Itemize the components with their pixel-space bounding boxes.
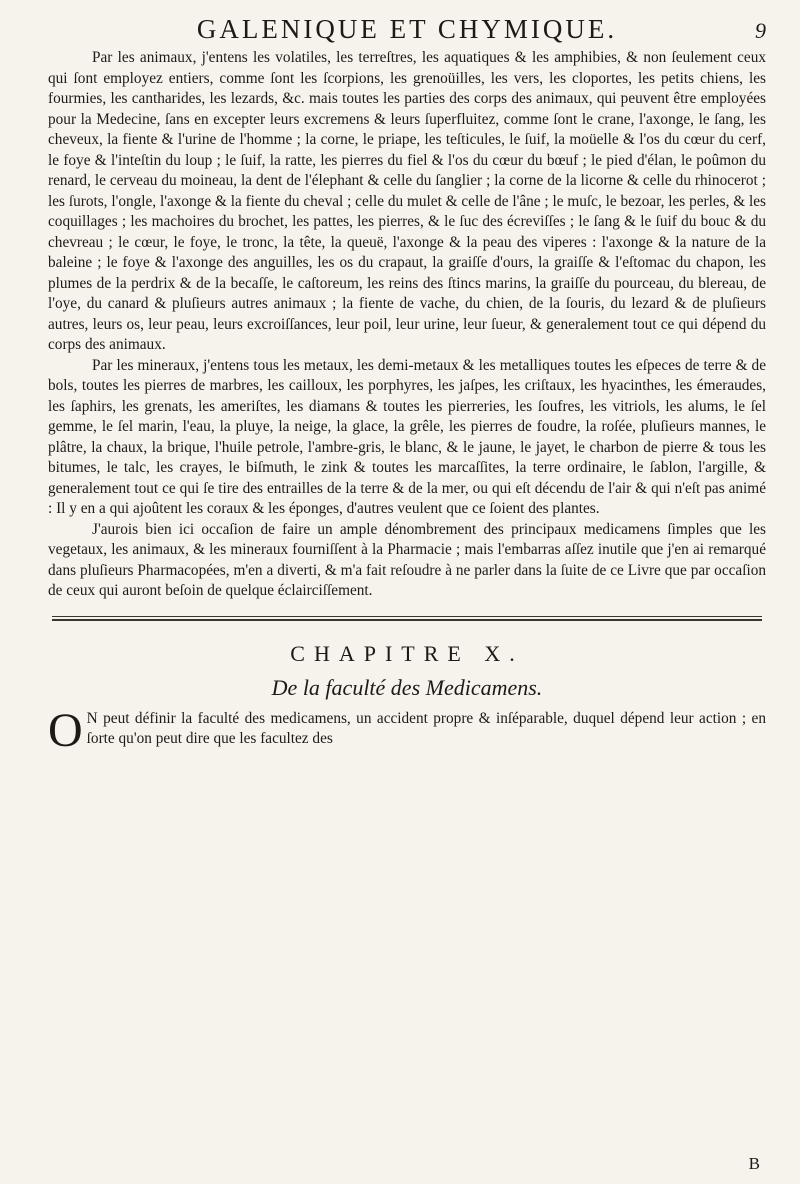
- opening-text: N peut définir la faculté des medicamens, un accident propre & inſéparable, duquel dépend leur action ; en ſorte qu'on peut dire que les facultez des: [86, 709, 766, 747]
- paragraph-animals: Par les animaux, j'entens les volatiles, les terreſtres, les aquatiques & les amphibies, & non ſeulement ceux qui ſont employez entiers, comme ſont les ſcorpions, les grenoüilles, les vers, les cloportes, les petits chiens, les fourmies, les cantharides, les lezards, &c. mais toutes les parties des corps des animaux, qui peuvent être employées pour la Medecine, ſans en excepter leurs excremens & leurs ſuperfluitez, comme ſont le crane, l'axonge, le ſang, les cheveux, la fiente & l'urine de l'homme ; la corne, le priape, les teſticules, le ſuif, la moüelle & l'os du cœur du cerf, le foye & l'inteſtin du loup ; le ſuif, la ratte, les pierres du fiel & l'os du cœur du bœuf ; le pied d'élan, le poûmon du renard, le cerveau du moineau, la dent de l'élephant & celle du ſanglier ; la corne de la licorne & celle du rhinocerot ; les ſurots, l'ongle, l'axonge & la fiente du cheval ; celle du mulet & celle de l'âne ; le muſc, le bezoar, les perles, & les coquillages ; les machoires du brochet, les pattes, les pierres, & le ſuc des écreviſſes ; le ſang & le ſuif du bouc & du chevreau ; le cœur, le foye, le tronc, la tête, la queuë, l'axonge & la peau des viperes : l'axonge & la nature de la baleine ; le foye & l'axonge des anguilles, les os du crapaut, la graiſſe d'ours, la graiſſe & l'eſtomac du chapon, les plumes de la perdrix & de la becaſſe, le caſtoreum, les reins des ſtincs marins, la graiſſe du pourceau, du blereau, de l'oye, du canard & pluſieurs autres animaux ; la fiente de vache, du chien, de la ſouris, du lezard & de pluſieurs autres, leurs os, leur peau, leurs excroiſſances, leur poil, leur urine, leur ſueur, & generalement tout ce qui dépend du corps des animaux.: [48, 49, 766, 353]
- chapter-subtitle: De la faculté des Medicamens.: [271, 674, 543, 700]
- page-number: 9: [755, 18, 766, 43]
- chapter-opening: [48, 703, 766, 757]
- signature-mark: B: [748, 1154, 760, 1173]
- paragraph-minerals: Par les mineraux, j'entens tous les metaux, les demi-metaux & les metalliques toutes les eſpeces de terre & de bols, toutes les pierres de marbres, les cailloux, les porphyres, les jaſpes, les criſtaux, les hyacinthes, les émeraudes, les ſaphirs, les grenats, les ameriſtes, les diamans & toutes les pierreries, les ſoufres, les vitriols, les alums, le ſel gemme, le ſel marin, l'eau, la pluye, la neige, la glace, la grêle, les pierres de foudre, la roſée, pluſieurs mannes, le plâtre, la chaux, la brique, l'huile petrole, l'ambre-gris, le blanc, & le jaune, le jayet, le charbon de pierre & tous les bitumes, le talc, les crayes, le biſmuth, le zink & toutes les marcaſſites, la terre ordinaire, le ſablon, l'argille, & generalement tout ce qui ſe tire des entrailles de la terre & de la mer, ou qui eſt décendu de l'air & qui n'eſt pas animé : Il y en a qui ajoûtent les coraux & les éponges, d'autres veulent que ce ſoient des plantes.: [48, 356, 766, 517]
- running-title: GALENIQUE ET CHYMIQUE.: [196, 14, 618, 44]
- chapter-heading: CHAPITRE X.: [290, 640, 524, 666]
- divider-thick-rule: [52, 619, 762, 621]
- section-divider: [48, 616, 766, 621]
- divider-thin-rule: [52, 616, 762, 617]
- running-head: [48, 14, 766, 48]
- drop-initial: O: [48, 703, 83, 757]
- paragraph-enumeration: J'aurois bien ici occaſion de faire un ample dénombrement des principaux medicamens ſimples que les vegetaux, les animaux, & les mineraux fourniſſent à la Pharmacie ; mais l'embarras aſſez inutile que j'en ai remarqué dans pluſieurs Pharmacopées, m'en a diverti, & m'a fait reſoudre à ne parler dans la ſuite de ce Livre que par occaſion de ceux qui auront beſoin de quelque éclairciſſement.: [48, 520, 766, 599]
- body-text: [48, 48, 766, 602]
